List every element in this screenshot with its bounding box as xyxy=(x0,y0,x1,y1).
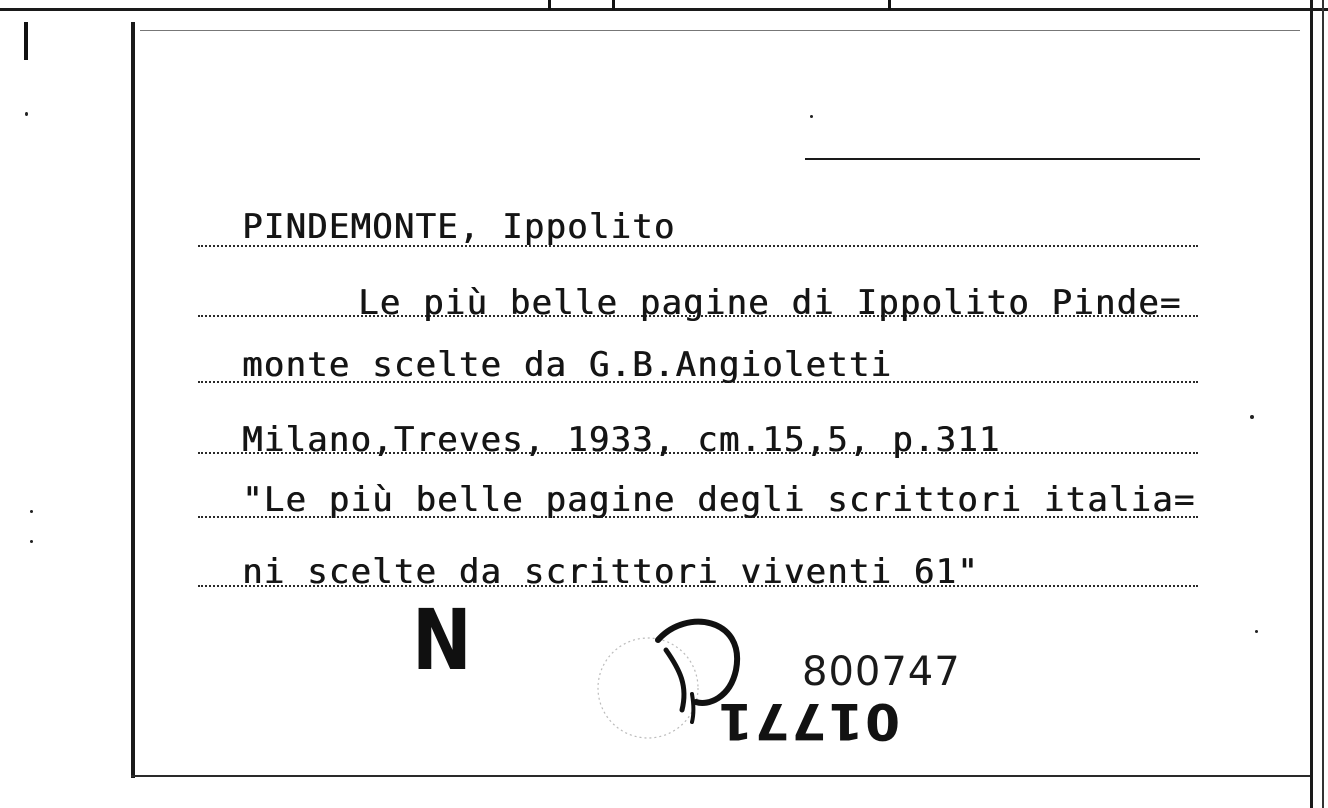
call-number-blank-line xyxy=(805,158,1200,160)
stamp-number-upper: 800747 xyxy=(802,649,961,695)
stamp-number-lower-inverted: 01771 xyxy=(716,692,900,750)
card-inner-top-border xyxy=(140,30,1300,31)
title-line-2: monte scelte da G.B.Angioletti xyxy=(242,345,893,385)
card-bottom-border xyxy=(131,775,1311,777)
title-line-1: Le più belle pagine di Ippolito Pinde= xyxy=(358,283,1182,323)
paper-speck xyxy=(1255,630,1258,633)
card-right-edge xyxy=(1322,0,1324,808)
top-tick xyxy=(612,0,615,10)
card-left-margin-line xyxy=(131,22,135,778)
author-heading: PINDEMONTE, Ippolito xyxy=(242,207,676,247)
paper-speck xyxy=(30,540,33,543)
card-top-border xyxy=(0,8,1328,11)
stamp-letter-n: N xyxy=(412,591,472,689)
paper-speck xyxy=(30,510,33,513)
imprint-line: Milano,Treves, 1933, cm.15,5, p.311 xyxy=(242,420,1001,460)
card-right-border xyxy=(1310,0,1313,808)
top-tick xyxy=(548,0,551,10)
paper-speck xyxy=(25,112,28,116)
margin-mark xyxy=(24,22,28,60)
series-line-1: "Le più belle pagine degli scrittori italia= xyxy=(242,480,1196,520)
series-line-2: ni scelte da scrittori viventi 61" xyxy=(242,552,979,592)
top-tick xyxy=(888,0,891,10)
paper-speck xyxy=(810,115,813,118)
paper-speck xyxy=(1250,415,1254,419)
